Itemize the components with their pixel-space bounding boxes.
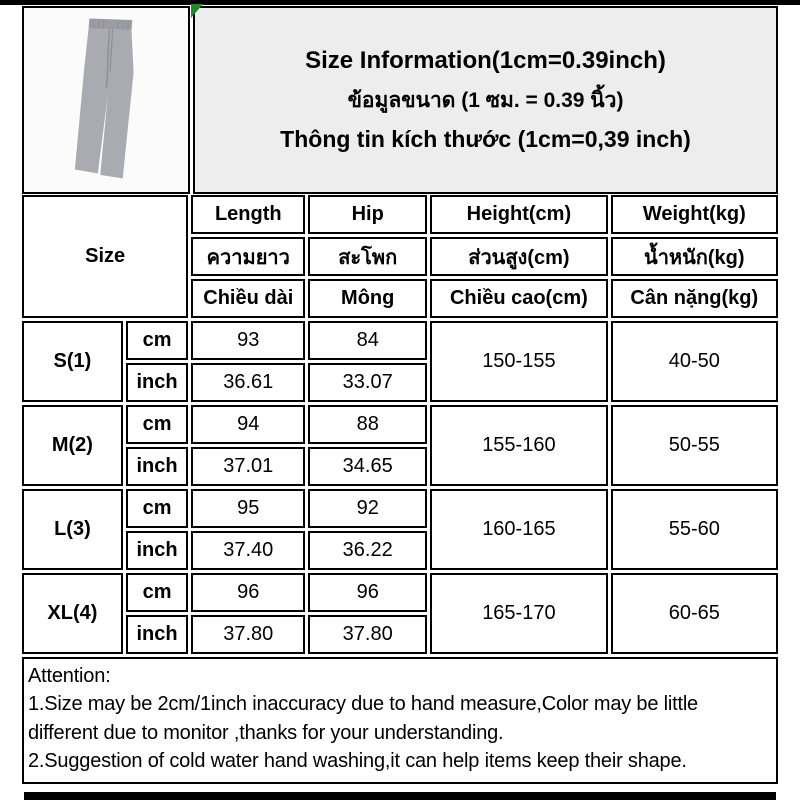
unit-label-inch: inch [126, 531, 189, 570]
col-header-length-vi: Chiều dài [191, 279, 305, 318]
top-black-bar [0, 0, 800, 5]
row-s-cm [22, 321, 778, 360]
col-header-weight-en: Weight(kg) [611, 195, 778, 234]
col-header-length-th: ความยาว [191, 237, 305, 276]
value-m-hip-cm: 88 [308, 405, 427, 444]
value-xl-weight: 60-65 [611, 573, 778, 654]
title-block [193, 6, 778, 194]
col-header-weight-vi: Cân nặng(kg) [611, 279, 778, 318]
value-s-length-inch: 36.61 [191, 363, 305, 402]
row-m-cm [22, 405, 778, 444]
value-m-length-cm: 94 [191, 405, 305, 444]
value-m-weight: 50-55 [611, 405, 778, 486]
value-s-length-cm: 93 [191, 321, 305, 360]
value-s-height: 150-155 [430, 321, 607, 402]
size-table [19, 192, 781, 657]
row-l-cm [22, 489, 778, 528]
unit-label-cm: cm [126, 573, 189, 612]
value-s-hip-inch: 33.07 [308, 363, 427, 402]
value-m-length-inch: 37.01 [191, 447, 305, 486]
size-label-xl: XL(4) [22, 573, 123, 654]
value-m-height: 155-160 [430, 405, 607, 486]
col-header-weight-th: น้ำหนัก(kg) [611, 237, 778, 276]
value-xl-hip-inch: 37.80 [308, 615, 427, 654]
col-header-height-vi: Chiều cao(cm) [430, 279, 607, 318]
size-corner-header: Size [22, 195, 188, 318]
header-section [22, 6, 778, 194]
unit-label-inch: inch [126, 447, 189, 486]
unit-label-cm: cm [126, 405, 189, 444]
unit-label-inch: inch [126, 363, 189, 402]
green-corner-marker-icon [191, 4, 203, 18]
attention-note-2: 2.Suggestion of cold water hand washing,it can help items keep their shape. [28, 750, 687, 773]
header-row-english [22, 195, 778, 234]
size-label-s: S(1) [22, 321, 123, 402]
col-header-length-en: Length [191, 195, 305, 234]
product-photo [22, 6, 190, 194]
value-l-length-cm: 95 [191, 489, 305, 528]
value-m-hip-inch: 34.65 [308, 447, 427, 486]
value-s-weight: 40-50 [611, 321, 778, 402]
value-xl-hip-cm: 96 [308, 573, 427, 612]
attention-box [22, 657, 778, 784]
value-xl-height: 165-170 [430, 573, 607, 654]
bottom-black-bar [24, 792, 776, 800]
size-label-m: M(2) [22, 405, 123, 486]
size-label-l: L(3) [22, 489, 123, 570]
value-l-hip-cm: 92 [308, 489, 427, 528]
attention-note-1: 1.Size may be 2cm/1inch inaccuracy due to hand measure,Color may be little different due to monitor ,thanks for your understanding. [28, 693, 698, 744]
unit-label-cm: cm [126, 321, 189, 360]
value-xl-length-inch: 37.80 [191, 615, 305, 654]
title-thai: ข้อมูลขนาด (1 ซม. = 0.39 นิ้ว) [347, 89, 624, 112]
col-header-hip-th: สะโพก [308, 237, 427, 276]
value-l-weight: 55-60 [611, 489, 778, 570]
title-english: Size Information(1cm=0.39inch) [305, 47, 666, 74]
col-header-hip-vi: Mông [308, 279, 427, 318]
col-header-height-en: Height(cm) [430, 195, 607, 234]
pants-image [46, 12, 166, 188]
value-xl-length-cm: 96 [191, 573, 305, 612]
value-l-height: 160-165 [430, 489, 607, 570]
row-xl-cm [22, 573, 778, 612]
attention-heading: Attention: [28, 665, 111, 687]
unit-label-inch: inch [126, 615, 189, 654]
col-header-hip-en: Hip [308, 195, 427, 234]
value-s-hip-cm: 84 [308, 321, 427, 360]
col-header-height-th: ส่วนสูง(cm) [430, 237, 607, 276]
title-vietnamese: Thông tin kích thước (1cm=0,39 inch) [280, 126, 691, 152]
value-l-length-inch: 37.40 [191, 531, 305, 570]
unit-label-cm: cm [126, 489, 189, 528]
value-l-hip-inch: 36.22 [308, 531, 427, 570]
